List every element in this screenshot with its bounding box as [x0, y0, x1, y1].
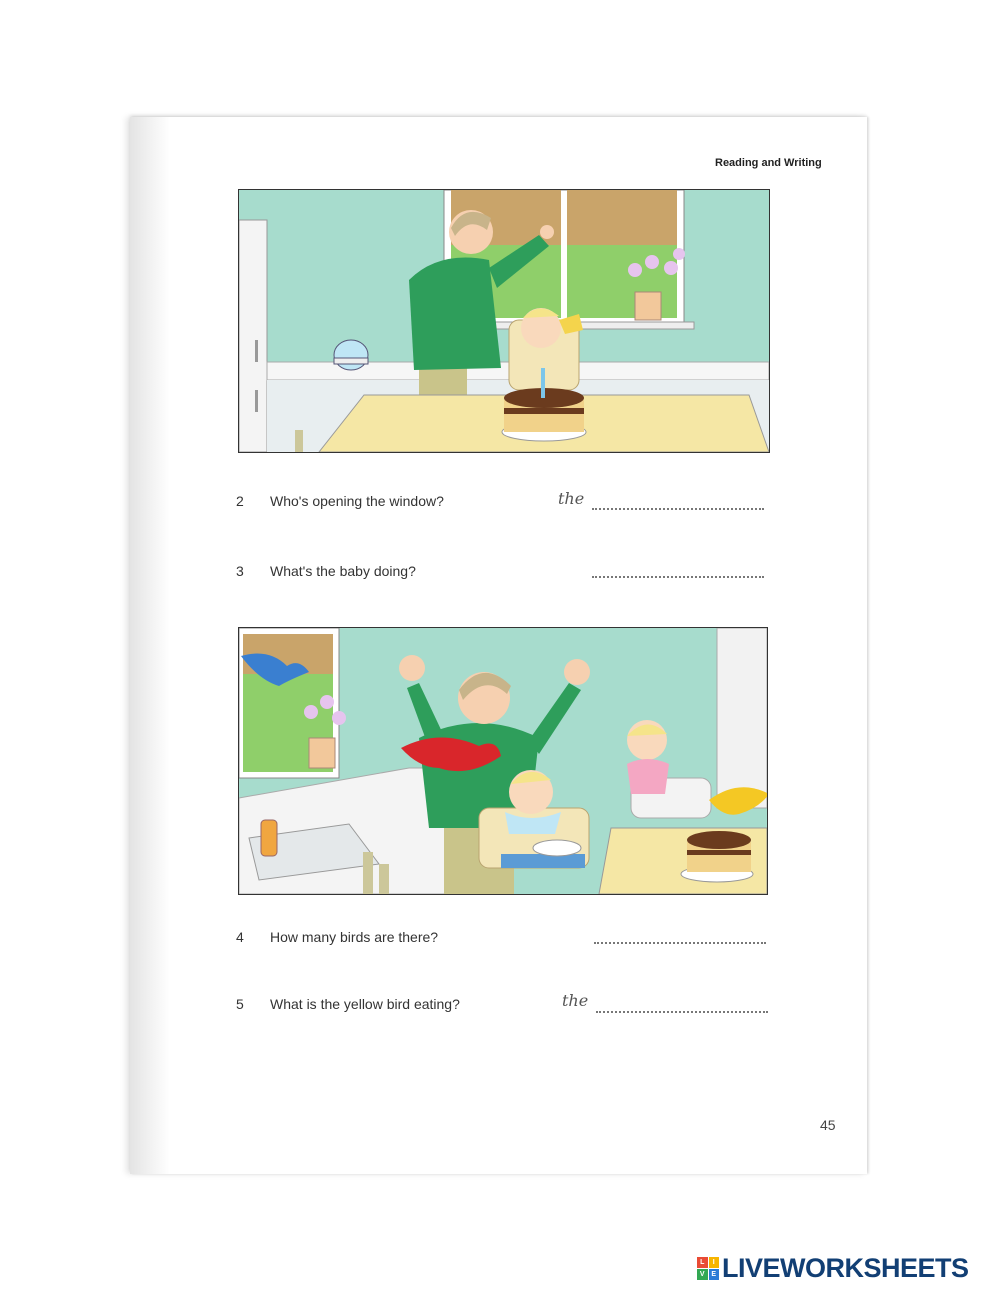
question-number: 5 [236, 996, 244, 1012]
question-number: 4 [236, 929, 244, 945]
section-label: Reading and Writing [715, 157, 822, 169]
question-text: What is the yellow bird eating? [270, 996, 460, 1012]
answer-prefix: the [558, 489, 585, 508]
brand-name: LIVEWORKSHEETS [722, 1253, 969, 1283]
answer-field-4[interactable] [594, 942, 766, 944]
answer-field-3[interactable] [592, 576, 764, 578]
workbook-page [130, 117, 867, 1174]
kitchen-picture-1 [238, 189, 770, 453]
logo-letter: E [709, 1269, 720, 1280]
question-number: 2 [236, 493, 244, 509]
logo-letter: V [697, 1269, 708, 1280]
liveworksheets-brand[interactable] [697, 1255, 969, 1281]
answer-field-5[interactable] [596, 1011, 768, 1013]
question-text: Who's opening the window? [270, 493, 444, 509]
page-number: 45 [820, 1117, 836, 1133]
answer-prefix: the [562, 991, 589, 1010]
logo-letter: I [709, 1257, 720, 1268]
answer-field-2[interactable] [592, 508, 764, 510]
question-text: What's the baby doing? [270, 563, 416, 579]
liveworksheets-logo-icon [697, 1257, 719, 1279]
question-number: 3 [236, 563, 244, 579]
logo-letter: L [697, 1257, 708, 1268]
kitchen-picture-2 [238, 627, 768, 895]
page-binding-shadow [130, 117, 170, 1174]
question-text: How many birds are there? [270, 929, 439, 945]
